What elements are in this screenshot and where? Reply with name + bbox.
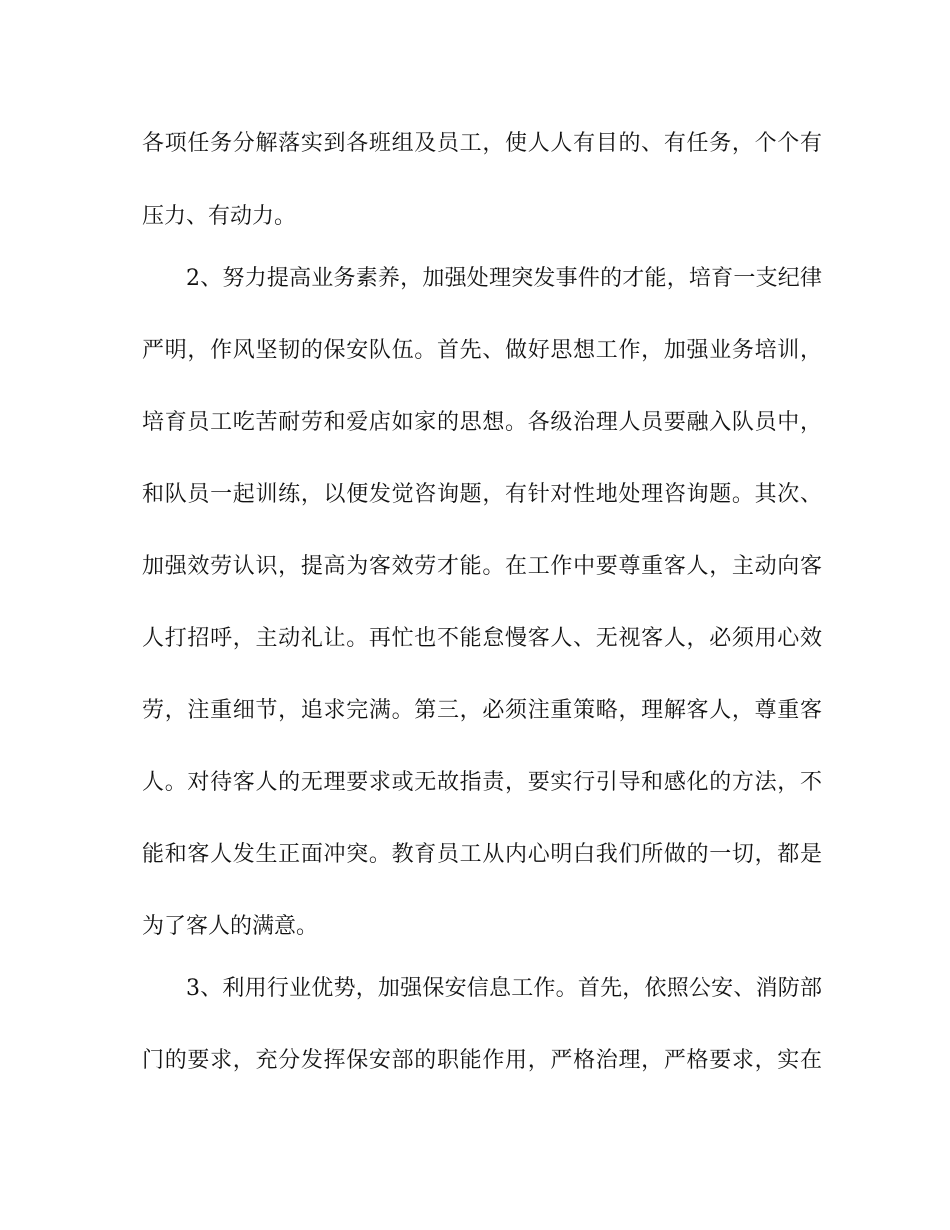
text-line-5: 培育员工吃苦耐劳和爱店如家的思想。各级治理人员要融入队员中， — [142, 410, 822, 435]
text-line-14: 门的要求，充分发挥保安部的职能作用，严格治理，严格要求，实在 — [142, 1048, 822, 1073]
text-line-7: 加强效劳认识，提高为客效劳才能。在工作中要尊重客人，主动向客 — [142, 554, 822, 579]
text-line-8: 人打招呼，主动礼让。再忙也不能怠慢客人、无视客人，必须用心效 — [142, 626, 822, 651]
text-line-2: 压力、有动力。 — [142, 204, 297, 229]
text-line-12: 为了客人的满意。 — [142, 914, 319, 939]
text-line-4: 严明，作风坚韧的保安队伍。首先、做好思想工作，加强业务培训， — [142, 338, 822, 363]
text-line-6: 和队员一起训练，以便发觉咨询题，有针对性地处理咨询题。其次、 — [142, 482, 822, 507]
text-line-11: 能和客人发生正面冲突。教育员工从内心明白我们所做的一切，都是 — [142, 842, 822, 867]
text-line-3: 2、努力提高业务素养，加强处理突发事件的才能，培育一支纪律 — [186, 266, 822, 291]
text-line-1: 各项任务分解落实到各班组及员工，使人人有目的、有任务，个个有 — [142, 131, 822, 156]
text-line-10: 人。对待客人的无理要求或无故指责，要实行引导和感化的方法，不 — [142, 770, 822, 795]
text-line-9: 劳，注重细节，追求完满。第三，必须注重策略，理解客人，尊重客 — [142, 698, 822, 723]
text-line-13: 3、利用行业优势，加强保安信息工作。首先，依照公安、消防部 — [186, 976, 822, 1001]
